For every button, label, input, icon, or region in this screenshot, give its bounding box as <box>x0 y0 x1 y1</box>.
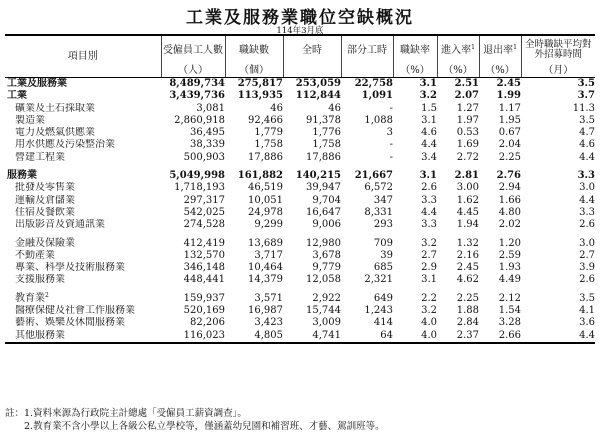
cell-fulltime: 4,741 <box>283 330 341 343</box>
cell-employees: 448,441 <box>183 274 225 286</box>
cell-vr: 2.2 <box>421 292 437 304</box>
table-row <box>5 287 595 305</box>
cell-ttf: 2.7 <box>579 249 595 261</box>
row-label: 不動產業 <box>15 249 55 261</box>
cell-ar: 1.27 <box>456 102 479 114</box>
cell-parttime: 3 <box>386 127 393 139</box>
cell-vacancies: 13,689 <box>248 237 283 249</box>
cell-vacancies: 17,886 <box>248 151 283 163</box>
table-row <box>5 317 595 329</box>
cell-ar: 3.00 <box>456 182 479 194</box>
header-vacancy-rate: 職缺率 <box>393 35 437 64</box>
cell-ar: 2.45 <box>456 262 479 274</box>
cell-fulltime: 12,980 <box>306 237 341 249</box>
cell-vr: 3.1 <box>421 114 437 126</box>
row-label: 礦業及土石採取業 <box>15 102 95 114</box>
cell-sr: 1.17 <box>498 102 521 114</box>
row-label: 批發及零售業 <box>15 182 75 194</box>
table-row <box>5 274 595 286</box>
table-row <box>5 115 595 127</box>
cell-sr: 4.49 <box>498 274 521 286</box>
cell-ttf: 3.5 <box>577 78 595 89</box>
cell-parttime: 709 <box>373 237 393 249</box>
cell-sr: 1.66 <box>498 194 521 206</box>
row-footnote-mark: 2 <box>45 291 49 299</box>
cell-ar: 2.81 <box>454 170 479 182</box>
vacancy-table <box>5 34 595 344</box>
row-label: 出版影音及資通訊業 <box>15 219 105 231</box>
cell-fulltime: 9,006 <box>312 219 341 231</box>
cell-employees: 542,025 <box>183 206 225 218</box>
cell-parttime: 414 <box>373 317 393 329</box>
cell-vr: 3.2 <box>421 237 437 249</box>
cell-parttime: 1,243 <box>364 305 393 317</box>
cell-ttf: 3.3 <box>577 170 595 182</box>
row-label: 金融及保險業 <box>15 237 75 249</box>
cell-sr: 2.25 <box>498 151 521 163</box>
cell-sr: 2.59 <box>498 249 521 261</box>
cell-ttf: 4.1 <box>579 305 595 317</box>
cell-sr: 2.66 <box>479 330 521 343</box>
cell-fulltime: 9,779 <box>312 262 341 274</box>
cell-ttf: 4.4 <box>521 330 595 343</box>
table-row <box>5 152 595 164</box>
cell-ttf: 3.5 <box>579 114 595 126</box>
cell-vr: 2.7 <box>421 249 437 261</box>
cell-ar: 2.16 <box>456 249 479 261</box>
cell-employees: 82,206 <box>190 317 225 329</box>
footnote-1: 註：1.資料來源為行政院主計總處「受僱員工薪資調查」。 <box>5 408 247 419</box>
cell-ttf: 4.4 <box>579 151 595 163</box>
table-row <box>5 330 595 343</box>
header-employees: 受僱員工人數 <box>161 35 225 64</box>
cell-sr: 1.93 <box>498 262 521 274</box>
cell-fulltime: 112,844 <box>295 90 341 102</box>
unit-time-to-fill: （月） <box>521 64 595 78</box>
cell-ar: 1.88 <box>456 305 479 317</box>
table-row <box>5 78 595 91</box>
cell-parttime: 1,091 <box>361 90 393 102</box>
row-label: 運輸及倉儲業 <box>15 194 75 206</box>
cell-vacancies: 1,758 <box>254 139 283 151</box>
cell-ar: 1.32 <box>456 237 479 249</box>
cell-sr: 1.20 <box>498 237 521 249</box>
cell-ar: 1.97 <box>456 114 479 126</box>
cell-ar: 2.51 <box>454 78 479 89</box>
cell-parttime: 347 <box>373 194 393 206</box>
cell-vacancies: 4,805 <box>225 330 283 343</box>
cell-vr: 4.6 <box>421 127 437 139</box>
header-fulltime: 全時 <box>283 35 341 64</box>
cell-employees: 3,439,736 <box>169 90 225 102</box>
cell-parttime: 685 <box>373 262 393 274</box>
cell-sr: 0.67 <box>498 127 521 139</box>
cell-ar: 1.94 <box>456 219 479 231</box>
cell-ar: 2.07 <box>454 90 479 102</box>
cell-sr: 3.28 <box>498 317 521 329</box>
cell-parttime: 293 <box>373 219 393 231</box>
row-label: 住宿及餐飲業 <box>15 206 75 218</box>
cell-vacancies: 92,466 <box>248 114 283 126</box>
cell-fulltime: 1,758 <box>312 139 341 151</box>
cell-employees: 159,937 <box>183 292 225 304</box>
cell-vr: 3.1 <box>419 78 437 89</box>
cell-ttf: 3.5 <box>579 292 595 304</box>
cell-ttf: 2.6 <box>579 274 595 286</box>
table-row <box>5 195 595 207</box>
cell-vacancies: 1,779 <box>254 127 283 139</box>
cell-fulltime: 39,947 <box>306 182 341 194</box>
cell-vr: 3.3 <box>421 194 437 206</box>
cell-vacancies: 10,464 <box>248 262 283 274</box>
cell-vr: 4.4 <box>421 206 437 218</box>
cell-fulltime: 12,058 <box>306 274 341 286</box>
row-label: 藝術、娛樂及休閒服務業 <box>15 317 125 329</box>
cell-sr: 1.99 <box>496 90 521 102</box>
row-label: 電力及燃氣供應業 <box>15 127 95 139</box>
cell-fulltime: 3,678 <box>312 249 341 261</box>
cell-sr: 1.95 <box>498 114 521 126</box>
cell-ttf: 4.7 <box>579 127 595 139</box>
row-label: 服務業 <box>7 170 37 182</box>
cell-ar: 2.25 <box>456 292 479 304</box>
row-label: 製造業 <box>15 114 45 126</box>
cell-employees: 297,317 <box>183 194 225 206</box>
cell-vacancies: 46 <box>270 102 283 114</box>
cell-ar: 1.69 <box>456 139 479 151</box>
header-accession-rate: 進入率$^1$ <box>437 35 479 64</box>
cell-fulltime: 253,059 <box>295 78 341 89</box>
row-label: 教育業$^2$ <box>15 291 49 304</box>
cell-fulltime: 15,744 <box>306 305 341 317</box>
cell-parttime: 39 <box>380 249 393 261</box>
unit-fulltime <box>283 64 341 78</box>
accession-footnote-mark: 1 <box>471 43 475 51</box>
cell-parttime: 64 <box>341 330 393 343</box>
cell-ttf: 3.9 <box>579 262 595 274</box>
cell-sr: 2.04 <box>498 139 521 151</box>
page-title: 工業及服務業職位空缺概況 <box>186 8 414 28</box>
cell-employees: 412,419 <box>183 237 225 249</box>
cell-vr: 2.9 <box>421 262 437 274</box>
cell-employees: 520,169 <box>183 305 225 317</box>
row-label: 支援服務業 <box>15 274 65 286</box>
cell-fulltime: 91,378 <box>306 114 341 126</box>
cell-parttime: - <box>389 139 393 151</box>
cell-parttime: 1,088 <box>364 114 393 126</box>
cell-fulltime: 3,009 <box>312 317 341 329</box>
cell-employees: 274,528 <box>183 219 225 231</box>
cell-sr: 2.12 <box>498 292 521 304</box>
row-label: 醫療保健及社會工作服務業 <box>15 305 135 317</box>
row-label: 其他服務業 <box>5 330 161 343</box>
cell-vacancies: 10,051 <box>248 194 283 206</box>
unit-employees: （人） <box>161 64 225 78</box>
cell-parttime: - <box>389 151 393 163</box>
cell-vr: 4.0 <box>393 330 437 343</box>
header-parttime: 部分工時 <box>341 35 393 64</box>
cell-fulltime: 1,776 <box>312 127 341 139</box>
header-separation-rate: 退出率$^1$ <box>479 35 521 64</box>
row-label: 營建工程業 <box>15 151 65 163</box>
cell-fulltime: 9,704 <box>312 194 341 206</box>
cell-sr: 2.94 <box>498 182 521 194</box>
cell-ar: 4.62 <box>456 274 479 286</box>
row-label: 用水供應及污染整治業 <box>15 139 115 151</box>
cell-vacancies: 275,817 <box>237 78 283 89</box>
cell-ttf: 3.6 <box>579 317 595 329</box>
row-label: 工業 <box>7 90 27 102</box>
separation-footnote-mark: 1 <box>513 43 517 51</box>
table-row <box>5 305 595 317</box>
cell-employees: 8,489,734 <box>169 78 225 89</box>
table-row <box>5 139 595 151</box>
cell-ttf: 3.3 <box>579 206 595 218</box>
cell-vacancies: 9,299 <box>254 219 283 231</box>
cell-vacancies: 14,379 <box>248 274 283 286</box>
cell-ar: 4.45 <box>456 206 479 218</box>
cell-parttime: 21,667 <box>354 170 393 182</box>
cell-employees: 116,023 <box>161 330 225 343</box>
unit-vacancy-rate: （%） <box>393 64 437 78</box>
cell-ttf: 4.6 <box>579 139 595 151</box>
cell-employees: 500,903 <box>183 151 225 163</box>
table-row <box>5 90 595 102</box>
cell-employees: 5,049,998 <box>169 170 225 182</box>
cell-ar: 1.62 <box>456 194 479 206</box>
cell-ar: 2.72 <box>456 151 479 163</box>
cell-vr: 3.2 <box>419 90 437 102</box>
cell-employees: 2,860,918 <box>174 114 225 126</box>
table-row <box>5 219 595 231</box>
table-row <box>5 250 595 262</box>
cell-parttime: 2,321 <box>364 274 393 286</box>
cell-vacancies: 46,519 <box>248 182 283 194</box>
cell-parttime: 22,758 <box>354 78 393 89</box>
cell-vr: 3.1 <box>421 274 437 286</box>
cell-vacancies: 16,987 <box>248 305 283 317</box>
cell-employees: 36,495 <box>190 127 225 139</box>
cell-fulltime: 16,647 <box>306 206 341 218</box>
footnotes <box>5 407 595 433</box>
cell-parttime: - <box>389 102 393 114</box>
cell-employees: 3,081 <box>196 102 225 114</box>
cell-vr: 1.5 <box>421 102 437 114</box>
cell-sr: 1.54 <box>498 305 521 317</box>
cell-fulltime: 46 <box>328 102 341 114</box>
row-label: 專業、科學及技術服務業 <box>15 262 125 274</box>
cell-sr: 2.02 <box>498 219 521 231</box>
unit-accession-rate: （%） <box>437 64 479 78</box>
cell-sr: 2.45 <box>496 78 521 89</box>
cell-fulltime: 2,922 <box>312 292 341 304</box>
cell-ttf: 3.7 <box>577 90 595 102</box>
cell-vr: 4.4 <box>421 139 437 151</box>
table-row <box>5 103 595 115</box>
cell-ttf: 3.0 <box>579 237 595 249</box>
cell-vacancies: 3,717 <box>254 249 283 261</box>
header-item: 項目別 <box>5 35 161 78</box>
cell-ttf: 11.3 <box>572 102 595 114</box>
cell-vacancies: 113,935 <box>237 90 283 102</box>
table-row <box>5 262 595 274</box>
cell-employees: 38,339 <box>190 139 225 151</box>
cell-parttime: 8,331 <box>364 206 393 218</box>
cell-vr: 4.0 <box>421 317 437 329</box>
unit-parttime <box>341 64 393 78</box>
header-vacancies: 職缺數 <box>225 35 283 64</box>
cell-vr: 3.4 <box>421 151 437 163</box>
table-row <box>5 232 595 250</box>
cell-vacancies: 24,978 <box>248 206 283 218</box>
table-body <box>5 78 595 343</box>
cell-vr: 3.1 <box>419 170 437 182</box>
cell-vacancies: 3,423 <box>254 317 283 329</box>
cell-vacancies: 3,571 <box>254 292 283 304</box>
footnote-2: 2.教育業不含小學以上各級公私立學校等，僅涵蓋幼兒園和補習班、才藝、駕訓班等。 <box>5 421 385 432</box>
unit-separation-rate: （%） <box>479 64 521 78</box>
header-time-to-fill: 全時職缺平均對外招募時間 <box>521 35 595 64</box>
cell-parttime: 649 <box>373 292 393 304</box>
cell-sr: 4.80 <box>498 206 521 218</box>
table-row <box>5 182 595 194</box>
cell-ar: 0.53 <box>456 127 479 139</box>
row-label: 工業及服務業 <box>7 78 67 89</box>
cell-ttf: 2.6 <box>579 219 595 231</box>
cell-ttf: 4.4 <box>579 194 595 206</box>
page-subtitle: 114年3月底 <box>276 26 324 36</box>
cell-vacancies: 161,882 <box>237 170 283 182</box>
cell-ttf: 3.0 <box>579 182 595 194</box>
cell-employees: 346,148 <box>183 262 225 274</box>
cell-ar: 2.84 <box>456 317 479 329</box>
cell-fulltime: 140,215 <box>295 170 341 182</box>
cell-fulltime: 17,886 <box>306 151 341 163</box>
cell-vr: 2.6 <box>421 182 437 194</box>
cell-vr: 3.3 <box>421 219 437 231</box>
table-row <box>5 127 595 139</box>
cell-sr: 2.76 <box>496 170 521 182</box>
cell-ar: 2.37 <box>437 330 479 343</box>
table-row <box>5 164 595 182</box>
cell-parttime: 6,572 <box>364 182 393 194</box>
cell-employees: 1,718,193 <box>174 182 225 194</box>
cell-vr: 3.2 <box>421 305 437 317</box>
table-row <box>5 207 595 219</box>
unit-vacancies: （個） <box>225 64 283 78</box>
cell-employees: 132,570 <box>183 249 225 261</box>
